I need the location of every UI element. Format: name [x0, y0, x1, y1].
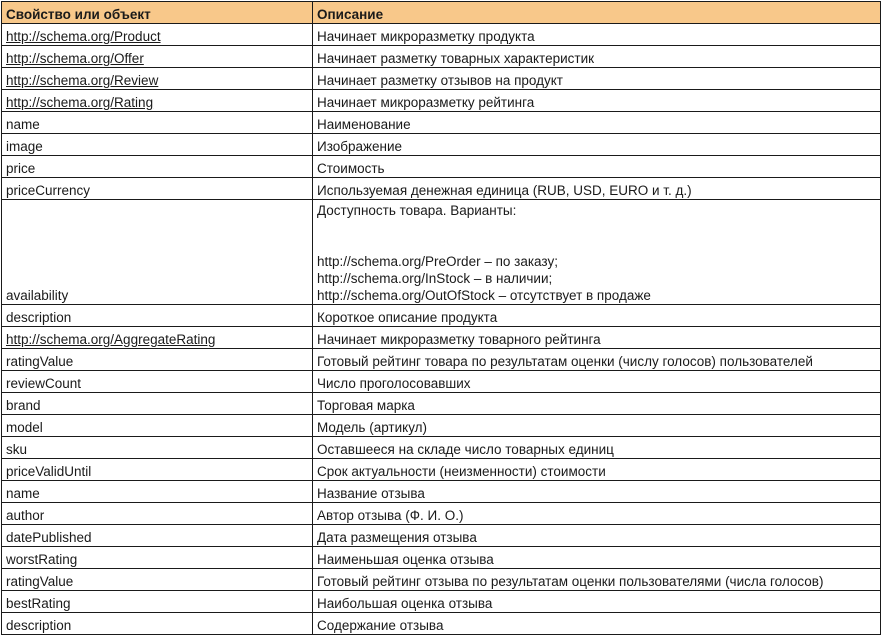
table-row: [2, 459, 881, 481]
table-row: [2, 327, 881, 349]
column-header-description: Описание: [313, 2, 881, 24]
table-row: [2, 547, 881, 569]
property-cell: [2, 437, 313, 459]
property-cell: [2, 112, 313, 134]
table-row: [2, 305, 881, 327]
description-cell: [313, 200, 881, 305]
property-name: author: [6, 508, 45, 523]
description-cell: [313, 525, 881, 547]
description-text: Оставшееся на складе число товарных единиц: [317, 442, 614, 457]
property-name: worstRating: [6, 552, 78, 567]
property-cell: [2, 178, 313, 200]
table-row: [2, 481, 881, 503]
description-text: Используемая денежная единица (RUB, USD, EURO и т. д.): [317, 183, 692, 198]
property-name: ratingValue: [6, 354, 74, 369]
description-cell: [313, 393, 881, 415]
property-cell: [2, 393, 313, 415]
description-line: Доступность товара. Варианты:: [317, 203, 517, 218]
table-row: [2, 503, 881, 525]
property-name: model: [6, 420, 43, 435]
description-cell: [313, 349, 881, 371]
property-cell: [2, 547, 313, 569]
property-name: price: [6, 161, 36, 176]
description-cell: [313, 547, 881, 569]
description-text: Содержание отзыва: [317, 618, 444, 633]
property-name: ratingValue: [6, 574, 74, 589]
description-cell: [313, 178, 881, 200]
description-text: Изображение: [317, 139, 403, 154]
property-cell: [2, 459, 313, 481]
description-cell: [313, 613, 881, 635]
description-text: Короткое описание продукта: [317, 310, 498, 325]
description-cell: [313, 415, 881, 437]
schema-link[interactable]: http://schema.org/AggregateRating: [6, 332, 216, 347]
table-row: [2, 24, 881, 46]
table-row: [2, 156, 881, 178]
description-cell: [313, 156, 881, 178]
description-cell: [313, 24, 881, 46]
description-text: Число проголосовавших: [317, 376, 471, 391]
table-row: [2, 68, 881, 90]
description-cell: [313, 305, 881, 327]
table-row: [2, 525, 881, 547]
property-name: bestRating: [6, 596, 71, 611]
table-body: [2, 24, 881, 635]
table-header-row: [2, 2, 881, 24]
property-name: sku: [6, 442, 28, 457]
property-name: priceCurrency: [6, 183, 91, 198]
property-cell: [2, 503, 313, 525]
description-cell: [313, 437, 881, 459]
property-cell: [2, 613, 313, 635]
description-text: Срок актуальности (неизменности) стоимости: [317, 464, 606, 479]
property-cell: [2, 156, 313, 178]
description-text: Наименьшая оценка отзыва: [317, 552, 494, 567]
property-cell: [2, 415, 313, 437]
property-cell: [2, 481, 313, 503]
property-name: availability: [6, 288, 69, 303]
property-cell: [2, 591, 313, 613]
table-row: [2, 349, 881, 371]
table-row: [2, 569, 881, 591]
table-row: [2, 90, 881, 112]
table-row: [2, 415, 881, 437]
property-name: priceValidUntil: [6, 464, 92, 479]
description-cell: [313, 481, 881, 503]
schema-link[interactable]: http://schema.org/Rating: [6, 95, 154, 110]
description-cell: [313, 134, 881, 156]
description-text: Начинает разметку отзывов на продукт: [317, 73, 563, 88]
property-name: image: [6, 139, 43, 154]
property-cell: [2, 371, 313, 393]
property-cell: [2, 90, 313, 112]
description-cell: [313, 503, 881, 525]
schema-link[interactable]: http://schema.org/Review: [6, 73, 159, 88]
table-row: [2, 393, 881, 415]
property-cell: [2, 68, 313, 90]
property-cell: [2, 305, 313, 327]
description-cell: [313, 591, 881, 613]
table-row: [2, 46, 881, 68]
table-row: [2, 178, 881, 200]
description-text: Готовый рейтинг товара по результатам оценки (числу голосов) пользователей: [317, 354, 813, 369]
description-cell: [313, 327, 881, 349]
property-name: datePublished: [6, 530, 92, 545]
property-cell: [2, 525, 313, 547]
property-cell: [2, 349, 313, 371]
property-name: description: [6, 618, 72, 633]
property-cell: [2, 134, 313, 156]
property-cell: [2, 200, 313, 305]
table-row: [2, 112, 881, 134]
table-row: [2, 437, 881, 459]
schema-link[interactable]: http://schema.org/Product: [6, 29, 161, 44]
description-cell: [313, 459, 881, 481]
description-text: Стоимость: [317, 161, 385, 176]
property-name: reviewCount: [6, 376, 82, 391]
description-text: Модель (артикул): [317, 420, 428, 435]
description-cell: [313, 371, 881, 393]
table-row: [2, 371, 881, 393]
table-row: [2, 591, 881, 613]
description-cell: [313, 46, 881, 68]
table-row: [2, 134, 881, 156]
property-cell: [2, 46, 313, 68]
spacer: [317, 219, 876, 253]
property-cell: [2, 569, 313, 591]
table-row: [2, 200, 881, 305]
description-text: Наименование: [317, 117, 411, 132]
property-cell: [2, 327, 313, 349]
property-name: name: [6, 486, 40, 501]
description-line: http://schema.org/OutOfStock – отсутствует в продаже: [317, 288, 651, 303]
description-cell: [313, 112, 881, 134]
property-name: description: [6, 310, 72, 325]
schema-link[interactable]: http://schema.org/Offer: [6, 51, 144, 66]
description-text: Название отзыва: [317, 486, 425, 501]
description-line: http://schema.org/InStock – в наличии;: [317, 271, 553, 286]
description-text: Начинает микроразметку рейтинга: [317, 95, 535, 110]
schema-properties-table: [1, 1, 881, 635]
description-line: http://schema.org/PreOrder – по заказу;: [317, 254, 558, 269]
description-text: Дата размещения отзыва: [317, 530, 477, 545]
column-header-property: Свойство или объект: [2, 2, 313, 24]
description-text: Автор отзыва (Ф. И. О.): [317, 508, 464, 523]
property-name: name: [6, 117, 40, 132]
description-text: Начинает разметку товарных характеристик: [317, 51, 595, 66]
description-cell: [313, 90, 881, 112]
description-text: Наибольшая оценка отзыва: [317, 596, 493, 611]
property-cell: [2, 24, 313, 46]
table-row: [2, 613, 881, 635]
description-cell: [313, 569, 881, 591]
description-text: Готовый рейтинг отзыва по результатам оценки пользователями (числа голосов): [317, 574, 824, 589]
property-name: brand: [6, 398, 41, 413]
description-text: Торговая марка: [317, 398, 415, 413]
description-cell: [313, 68, 881, 90]
description-text: Начинает микроразметку товарного рейтинга: [317, 332, 601, 347]
description-text: Начинает микроразметку продукта: [317, 29, 535, 44]
